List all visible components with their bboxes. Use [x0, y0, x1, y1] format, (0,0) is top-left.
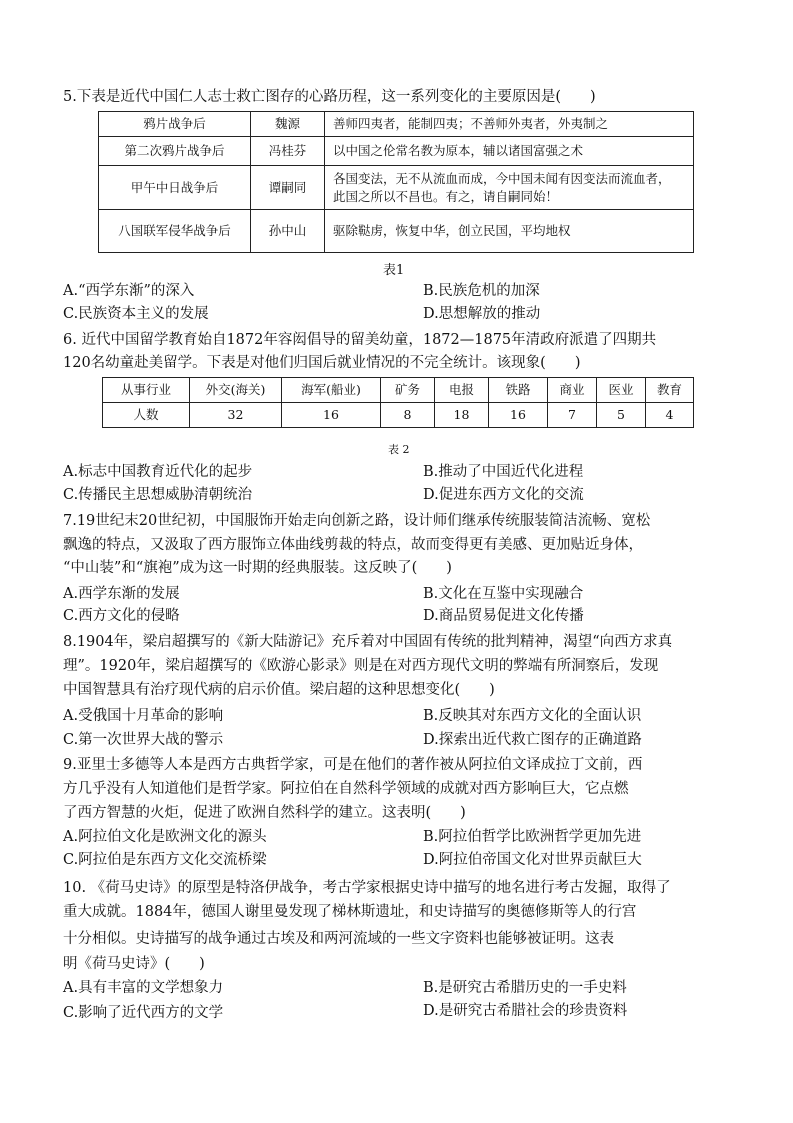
- header-cell: 从事行业: [103, 378, 190, 403]
- idea-line: 各国变法，无不从流血而成，今中国未闻有因变法而流血者，: [333, 170, 671, 186]
- period-cell: 鸦片战争后: [99, 112, 251, 137]
- header-cell: 外交(海关): [190, 378, 282, 403]
- q8-stem-line: 中国智慧具有治疗现代病的启示价值。梁启超的这种思想变化( ): [63, 682, 495, 698]
- option-b: B.反映其对东西方文化的全面认识: [423, 708, 642, 724]
- option-b: B.是研究古希腊历史的一手史料: [423, 980, 627, 996]
- table-cell: 4: [646, 403, 694, 428]
- idea-line: 善师四夷者，能制四夷；不善师外夷者，外夷制之: [333, 116, 609, 131]
- table-caption: 表 2: [388, 443, 410, 456]
- q6-stem-line: 6. 近代中国留学教育始自1872年容闳倡导的留美幼童，1872—1875年清政府派遣了四期共: [63, 332, 657, 348]
- table-row: [103, 403, 694, 428]
- table-cell: 人数: [103, 403, 190, 428]
- option-c: C.阿拉伯是东西方文化交流桥梁: [63, 852, 267, 868]
- idea-cell: [325, 166, 694, 210]
- option-d: D.商品贸易促进文化传播: [423, 608, 584, 624]
- option-d: D.促进东西方文化的交流: [423, 487, 584, 503]
- person-cell: 冯桂芬: [251, 137, 325, 166]
- option-c: C.民族资本主义的发展: [63, 306, 209, 322]
- idea-cell: [325, 137, 694, 166]
- header-cell: 医业: [597, 378, 646, 403]
- option-c: C.影响了近代西方的文学: [63, 1005, 224, 1021]
- option-b: B.阿拉伯哲学比欧洲哲学更加先进: [423, 829, 642, 845]
- header-cell: 商业: [548, 378, 597, 403]
- table-row: [99, 166, 694, 210]
- header-cell: 铁路: [489, 378, 548, 403]
- q5-table: [98, 111, 694, 253]
- table-caption: 表1: [383, 263, 405, 278]
- table-header-row: [103, 378, 694, 403]
- idea-line: 驱除鞑虏，恢复中华，创立民国，平均地权: [333, 223, 571, 238]
- person-cell: 孙中山: [251, 210, 325, 253]
- option-d: D.思想解放的推动: [423, 306, 541, 322]
- table-cell: 8: [381, 403, 435, 428]
- person-cell: 魏源: [251, 112, 325, 137]
- option-b: B.文化在互鉴中实现融合: [423, 586, 584, 602]
- table-cell: 18: [435, 403, 489, 428]
- option-a: A.受俄国十月革命的影响: [63, 708, 224, 724]
- q9-stem-line: 方几乎没有人知道他们是哲学家。阿拉伯在自然科学领域的成就对西方影响巨大，它点燃: [63, 781, 629, 797]
- option-a: A.阿拉伯文化是欧洲文化的源头: [63, 829, 267, 845]
- option-b: B.民族危机的加深: [423, 283, 540, 299]
- option-a: A.西学东渐的发展: [63, 586, 180, 602]
- q7-stem-line: 飘逸的特点，又汲取了西方服饰立体曲线剪裁的特点，故而变得更有美感、更加贴近身体，: [63, 537, 643, 553]
- option-d: D.探索出近代救亡图存的正确道路: [423, 732, 642, 748]
- option-c: C.传播民主思想威胁清朝统治: [63, 487, 253, 503]
- table-cell: 16: [282, 403, 381, 428]
- idea-line: 以中国之伦常名教为原本，辅以诸国富强之术: [333, 143, 584, 158]
- option-d: D.阿拉伯帝国文化对世界贡献巨大: [423, 852, 642, 868]
- idea-line: 此国之所以不昌也。有之，请自嗣同始！: [333, 188, 559, 204]
- table-cell: 5: [597, 403, 646, 428]
- idea-cell: [325, 210, 694, 253]
- q7-stem-line: 7.19世纪末20世纪初，中国服饰开始走向创新之路，设计师们继承传统服装简洁流畅、宽松: [63, 513, 651, 529]
- option-a: A.具有丰富的文学想象力: [63, 980, 224, 996]
- table-cell: 32: [190, 403, 282, 428]
- header-cell: 电报: [435, 378, 489, 403]
- option-b: B.推动了中国近代化进程: [423, 464, 584, 480]
- q9-stem-line: 9.亚里士多德等人本是西方古典哲学家，可是在他们的著作被从阿拉伯文译成拉丁文前，西: [63, 757, 643, 773]
- q5-stem: 5.下表是近代中国仁人志士救亡图存的心路历程，这一系列变化的主要原因是( ): [63, 89, 596, 105]
- period-cell: 甲午中日战争后: [99, 166, 251, 210]
- q8-stem-line: 理”。1920年，梁启超撰写的《欧游心影录》则是在对西方现代文明的弊端有所洞察后，发现: [63, 658, 659, 674]
- header-cell: 矿务: [381, 378, 435, 403]
- option-d: D.是研究古希腊社会的珍贵资料: [423, 1003, 628, 1019]
- period-cell: 八国联军侵华战争后: [99, 210, 251, 253]
- q9-stem-line: 了西方智慧的火炬，促进了欧洲自然科学的建立。这表明( ): [63, 805, 466, 821]
- header-cell: 海军(船业): [282, 378, 381, 403]
- q6-stem-line: 120名幼童赴美留学。下表是对他们归国后就业情况的不完全统计。该现象( ): [63, 355, 581, 371]
- option-c: C.第一次世界大战的警示: [63, 732, 224, 748]
- table-cell: 7: [548, 403, 597, 428]
- header-cell: 教育: [646, 378, 694, 403]
- table-cell: 16: [489, 403, 548, 428]
- table-row: [99, 137, 694, 166]
- period-cell: 第二次鸦片战争后: [99, 137, 251, 166]
- option-a: A.标志中国教育近代化的起步: [63, 464, 253, 480]
- q10-stem-line: 明《荷马史诗》( ): [63, 956, 205, 972]
- table-row: [99, 210, 694, 253]
- person-cell: 谭嗣同: [251, 166, 325, 210]
- q10-stem-line: 重大成就。1884年，德国人谢里曼发现了梯林斯遗址，和史诗描写的奥德修斯等人的行宫: [63, 904, 637, 920]
- q10-stem-line: 十分相似。史诗描写的战争通过古埃及和两河流域的一些文字资料也能够被证明。这表: [63, 931, 614, 947]
- q7-stem-line: “中山装”和“旗袍”成为这一时期的经典服装。这反映了( ): [63, 560, 452, 576]
- option-c: C.西方文化的侵略: [63, 608, 180, 624]
- idea-cell: [325, 112, 694, 137]
- q10-stem-line: 10. 《荷马史诗》的原型是特洛伊战争，考古学家根据史诗中描写的地名进行考古发掘，取得了: [63, 880, 671, 896]
- option-a: A.“西学东渐”的深入: [63, 283, 195, 299]
- q8-stem-line: 8.1904年，梁启超撰写的《新大陆游记》充斥着对中国固有传统的批判精神，渴望“向西方求真: [63, 634, 673, 650]
- q6-table: [102, 377, 694, 428]
- table-row: [99, 112, 694, 137]
